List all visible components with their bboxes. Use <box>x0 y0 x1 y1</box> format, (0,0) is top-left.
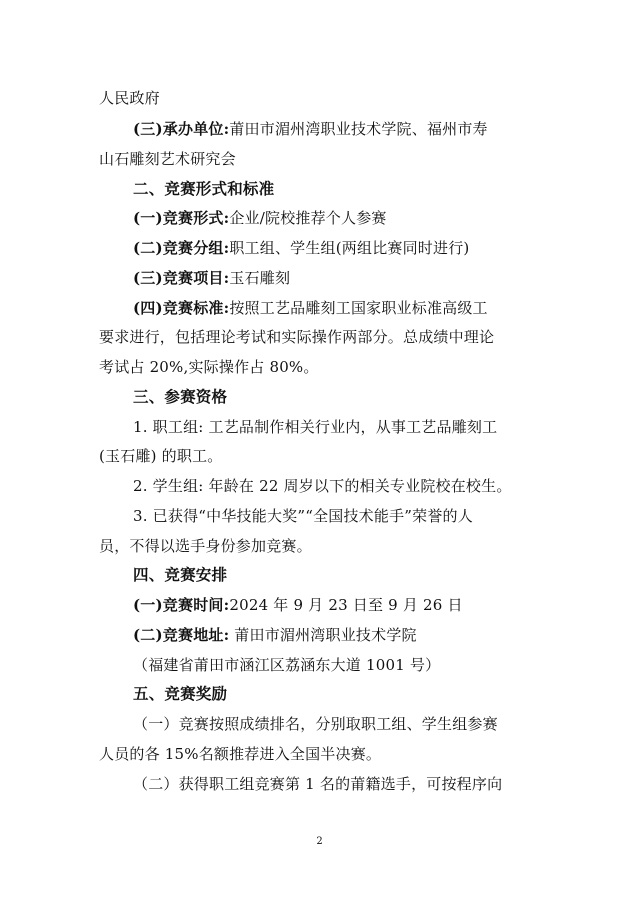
text-line: (玉石雕) 的职工。 <box>99 447 223 465</box>
text-line <box>133 119 488 139</box>
text-line: 要求进行，包括理论考试和实际操作两部分。总成绩中理论 <box>99 328 495 346</box>
item-text: 2024 年 9 月 23 日至 9 月 26 日 <box>229 596 463 614</box>
text-line <box>133 595 463 615</box>
text-line <box>133 208 387 228</box>
text-line <box>133 238 469 258</box>
section-heading: 三、参赛资格 <box>133 387 228 406</box>
text-line: 山石雕刻艺术研究会 <box>99 150 236 168</box>
item-label: (二)竞赛地址: <box>133 626 230 644</box>
page-number: 2 <box>316 836 323 847</box>
item-label: (一)竞赛时间: <box>133 596 230 614</box>
item-label: (四)竞赛标准: <box>133 299 230 317</box>
item-text: 按照工艺品雕刻工国家职业标准高级工 <box>229 299 488 317</box>
item-label: (一)竞赛形式: <box>133 209 230 227</box>
text-line: （二）获得职工组竞赛第 1 名的莆籍选手，可按程序向 <box>133 775 503 793</box>
item-text: 玉石雕刻 <box>229 269 291 287</box>
text-line: 考试占 20%,实际操作占 80%。 <box>99 358 319 376</box>
text-line: 人民政府 <box>99 89 160 107</box>
text-line: 员，不得以选手身份参加竞赛。 <box>99 537 312 555</box>
section-heading: 五、竞赛奖励 <box>133 684 228 703</box>
item-text: 职工组、学生组(两组比赛同时进行) <box>229 239 470 257</box>
item-text: 莆田市湄州湾职业技术学院、福州市寿 <box>229 120 488 138</box>
text-line: 3. 已获得“中华技能大奖”“全国技术能手”荣誉的人 <box>133 507 473 525</box>
section-heading: 二、竞赛形式和标准 <box>133 179 275 198</box>
item-label: (三)承办单位: <box>133 120 230 138</box>
item-text: 莆田市湄州湾职业技术学院 <box>229 626 417 644</box>
text-line <box>133 625 417 645</box>
text-line: （福建省莆田市涵江区荔涵东大道 1001 号） <box>133 656 441 674</box>
text-line: 2. 学生组: 年龄在 22 周岁以下的相关专业院校在校生。 <box>133 477 512 495</box>
item-label: (三)竞赛项目: <box>133 269 230 287</box>
text-line: （一）竞赛按照成绩排名，分别取职工组、学生组参赛 <box>133 715 498 733</box>
text-line: 1. 职工组: 工艺品制作相关行业内，从事工艺品雕刻工 <box>133 418 498 436</box>
item-text: 企业/院校推荐个人参赛 <box>229 209 387 227</box>
item-label: (二)竞赛分组: <box>133 239 230 257</box>
text-line <box>133 298 488 318</box>
text-line <box>133 268 290 288</box>
text-line: 人员的各 15%名额推荐进入全国半决赛。 <box>99 745 382 763</box>
section-heading: 四、竞赛安排 <box>133 565 228 584</box>
